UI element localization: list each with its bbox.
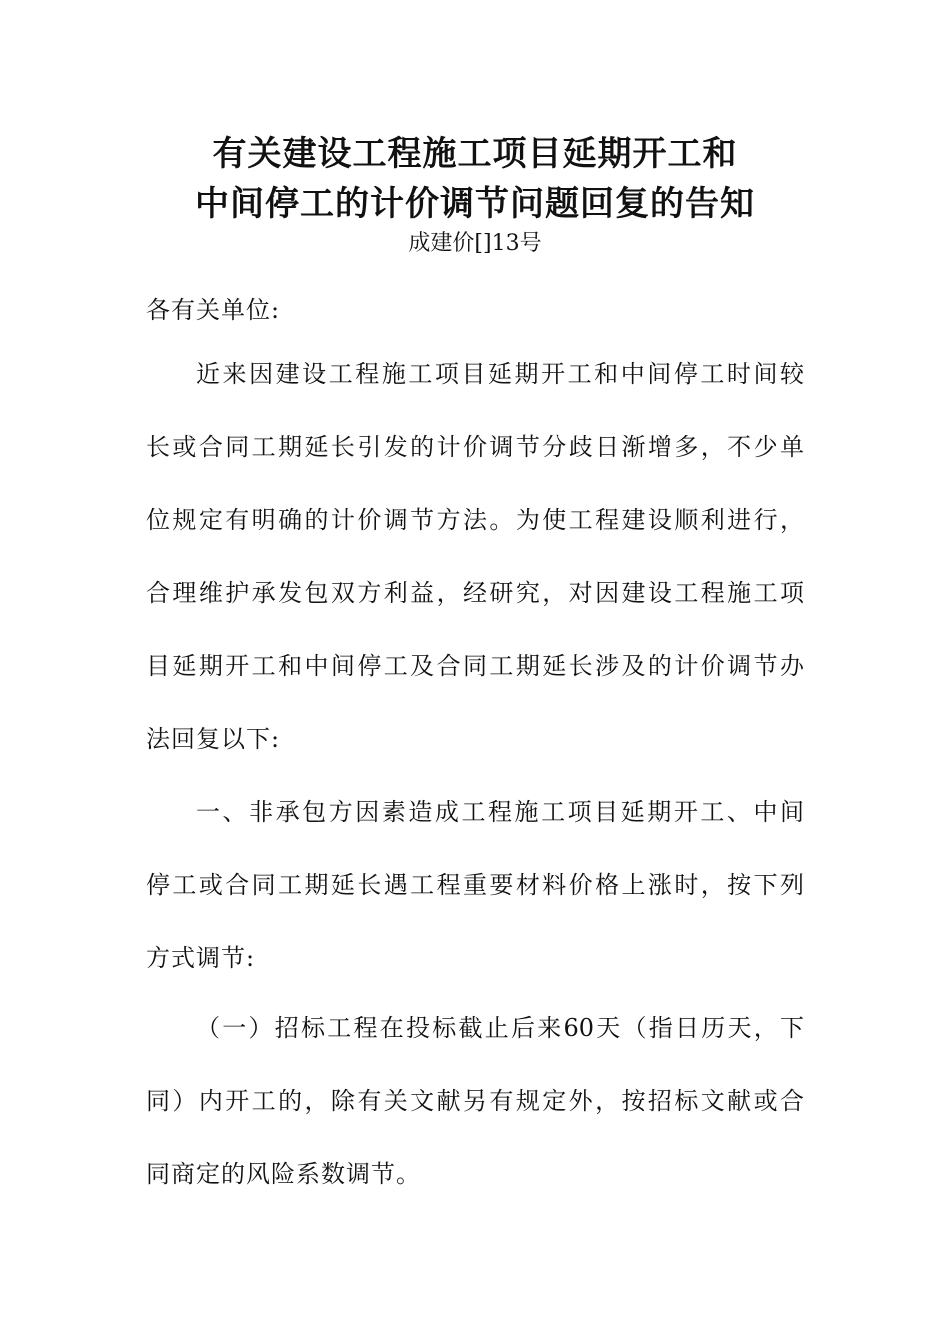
paragraph-2-line: 一、非承包方因素造成工程施工项目延期开工、中间 (196, 798, 804, 826)
document-title-line-1: 有关建设工程施工项目延期开工和 (212, 134, 738, 174)
document-title-line-2: 中间停工的计价调节问题回复的告知 (195, 184, 755, 224)
paragraph-1-line: 近来因建设工程施工项目延期开工和中间停工时间较 (196, 360, 804, 388)
salutation: 各有关单位: (146, 296, 281, 324)
paragraph-2-line: 方式调节: (146, 944, 256, 972)
paragraph-1-line: 目延期开工和中间停工及合同工期延长涉及的计价调节办 (146, 652, 804, 680)
paragraph-2-line: 停工或合同工期延长遇工程重要材料价格上涨时，按下列 (146, 871, 804, 899)
paragraph-3-line: 同）内开工的，除有关文献另有规定外，按招标文献或合 (146, 1087, 804, 1115)
paragraph-1-line: 位规定有明确的计价调节方法。为使工程建设顺利进行， (146, 506, 804, 534)
paragraph-1-line: 法回复以下: (146, 725, 281, 753)
document-number: 成建价[]13号 (408, 231, 542, 256)
paragraph-3-line: 同商定的风险系数调节。 (146, 1160, 421, 1188)
paragraph-1-line: 长或合同工期延长引发的计价调节分歧日渐增多，不少单 (146, 433, 804, 461)
paragraph-3-line: （一）招标工程在投标截止后来60天（指日历天，下 (196, 1014, 804, 1042)
paragraph-1-line: 合理维护承发包双方利益，经研究，对因建设工程施工项 (146, 579, 804, 607)
